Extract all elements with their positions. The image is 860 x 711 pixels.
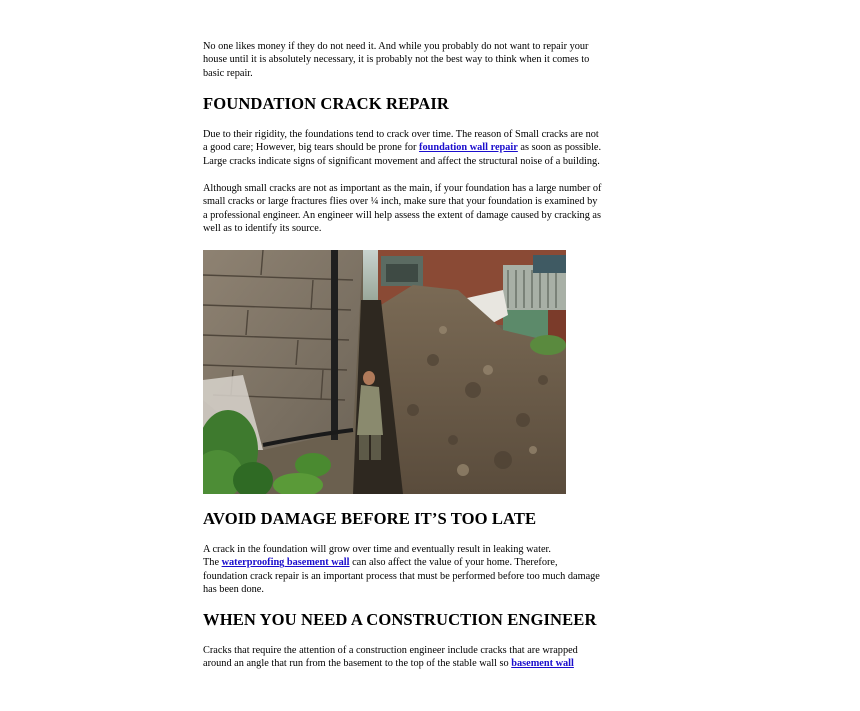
paragraph-cracks-require: [203, 644, 578, 671]
paragraph-line: [203, 657, 578, 670]
paragraph-line: well as to identify its source.: [203, 223, 322, 235]
text-fragment: around an angle that run from the basement to the top of the stable wall so: [203, 658, 512, 670]
excavation-photo-drawing: [203, 250, 566, 494]
text-fragment: a good care; However, big tears should be prone for: [203, 142, 420, 154]
paragraph-line: Large cracks indicate signs of significant movement and affect the structural noise of a building.: [203, 155, 600, 167]
text-fragment: as soon as possible.: [517, 142, 602, 154]
paragraph-line: a professional engineer. An engineer will help assess the extent of damage caused by cracking as: [203, 209, 602, 221]
paragraph-line: Due to their rigidity, the foundations tend to crack over time. The reason of Small cracks are not: [203, 129, 599, 140]
intro-line: No one likes money if they do not need it. And while you probably do not want to repair your: [203, 41, 589, 52]
paragraph-small-cracks: [203, 182, 601, 236]
intro-line: house until it is absolutely necessary, it is probably not the best way to think when it comes to: [203, 54, 590, 66]
paragraph-line: [203, 141, 601, 154]
intro-paragraph: [203, 40, 589, 80]
paragraph-line: foundation crack repair is an important process that must be performed before too much damage: [203, 570, 600, 582]
heading-foundation-crack-repair: FOUNDATION CRACK REPAIR: [203, 94, 449, 113]
heading-avoid-damage: AVOID DAMAGE BEFORE IT’S TOO LATE: [203, 509, 537, 528]
basement-wall-link[interactable]: basement wall: [511, 658, 574, 670]
foundation-wall-repair-link[interactable]: foundation wall repair: [419, 142, 518, 154]
heading-construction-engineer: WHEN YOU NEED A CONSTRUCTION ENGINEER: [203, 610, 597, 629]
excavation-photo: [203, 250, 566, 494]
paragraph-line: has been done.: [203, 584, 264, 596]
paragraph-line: small cracks or large fractures flies over ¼ inch, make sure that your foundation is examined by: [203, 196, 598, 208]
waterproofing-basement-wall-link[interactable]: waterproofing basement wall: [221, 557, 350, 569]
paragraph-rigidity: [203, 128, 601, 168]
text-fragment: can also affect the value of your home. Therefore,: [349, 557, 558, 569]
paragraph-line: [203, 556, 600, 569]
paragraph-line: Although small cracks are not as important as the main, if your foundation has a large number of: [203, 183, 602, 194]
paragraph-crack-grows: [203, 543, 600, 597]
paragraph-line: Cracks that require the attention of a construction engineer include cracks that are wrapped: [203, 645, 578, 656]
intro-line: basic repair.: [203, 67, 253, 79]
text-fragment: The: [203, 557, 222, 569]
paragraph-line: A crack in the foundation will grow over time and eventually result in leaking water.: [203, 544, 551, 555]
